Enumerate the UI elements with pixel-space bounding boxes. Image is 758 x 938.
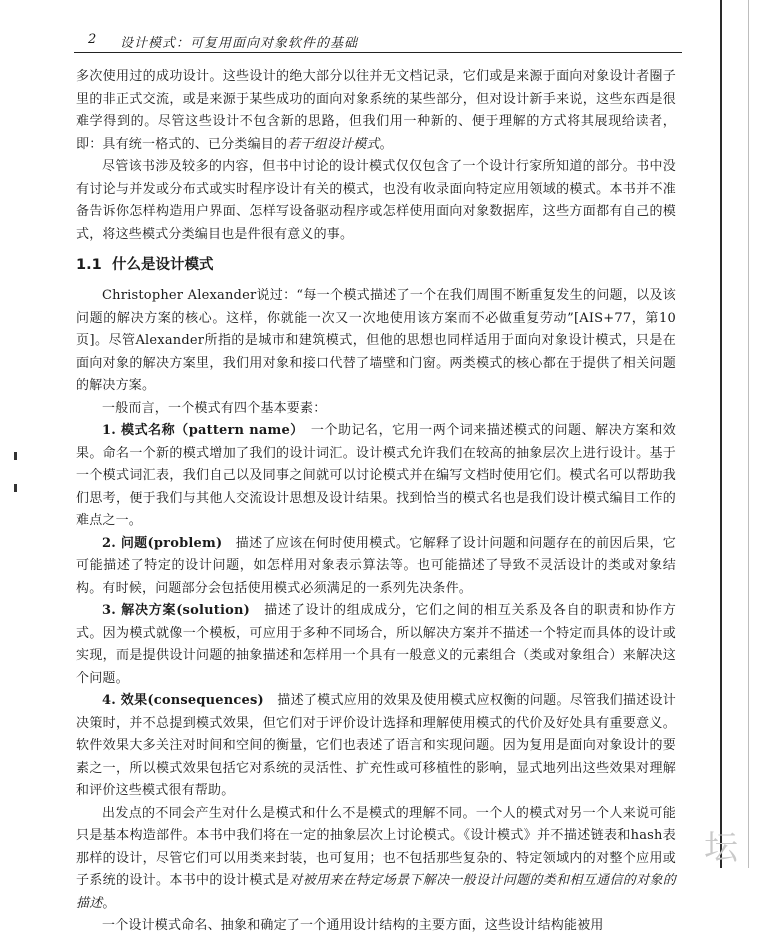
list-item: 3. 解决方案(solution) 描述了设计的组成成分，它们之间的相互关系及各自的职责和协作方式。因为模式就像一个模板，可应用于多种不同场合，所以解决方案并不描述一个特定而具体的设计或实现，而是提供设计问题的抽象描述和怎样用一个具有一般意义的元素组合（类或对象组合）来解决这个问题。 [76,603,676,686]
paragraph: 一般而言，一个模式有四个基本要素： [102,400,327,416]
page-number: 2 [88,32,98,47]
scan-speck [14,484,17,492]
list-item: 4. 效果(consequences) 描述了模式应用的效果及使用模式应权衡的问题。尽管我们描述设计决策时，并不总提到模式效果，但它们对于评价设计选择和理解使用模式的代价及好处具有重要意义。软件效果大多关注对时间和空间的衡量，它们也表述了语言和实现问题。因为复用是面向对象设计的要素之一，所以模式效果包括它对系统的灵活性、扩充性或可移植性的影响，显式地列出这些效果对理解和评价这些模式很有帮助。 [76,693,676,798]
paragraph: 尽管该书涉及较多的内容，但书中讨论的设计模式仅仅包含了一个设计行家所知道的部分。书中没有讨论与并发或分布式或实时程序设计有关的模式，也没有收录面向特定应用领域的模式。本书并不准备告诉你怎样构造用户界面、怎样写设备驱动程序或怎样使用面向对象数据库，这些方面都有自己的模式，将这些模式分类编目也是件很有意义的事。 [76,159,676,242]
item-label: 2. 问题(problem) [102,535,223,551]
item-label: 3. 解决方案(solution) [102,603,250,618]
section-title: 什么是设计模式 [112,257,214,273]
list-item: 1. 模式名称（pattern name） 一个助记名，它用一两个词来描述模式的问题、解决方案和效果。命名一个新的模式增加了我们的设计词汇。设计模式允许我们在较高的抽象层次上进行设计。基于一个模式词汇表，我们自己以及同事之间就可以讨论模式并在编写文档时使用它们。模式名可以帮助我们思考，便于我们与其他人交流设计思想及设计结果。找到恰当的模式名也是我们设计模式编目工作的难点之一。 [76,423,677,528]
item-label: 1. 模式名称（pattern name） [102,423,298,438]
section-number: 1.1 [76,257,102,273]
emphasis: 若干组设计模式 [287,136,380,152]
paragraph: 一个设计模式命名、抽象和确定了一个通用设计结构的主要方面，这些设计结构能被用 [102,918,604,933]
paragraph: Christopher Alexander说过：“每一个模式描述了一个在我们周围不断重复发生的问题，以及该问题的解决方案的核心。这样，你就能一次又一次地使用该方案而不必做重复劳动”[AIS+77，第10页]。尽管Alexander所指的是城市和建筑模式，但他的思想也同样适用于面向对象设计模式，只是在面向对象的解决方案里，我们用对象和接口代替了墙壁和门窗。两类模式的核心都在于提供了相关问题的解决方案。 [76,288,676,393]
page-edge-line [720,0,722,868]
scan-speck [14,452,17,460]
watermark: 坛 [704,828,738,868]
item-label: 4. 效果(consequences) [102,693,264,708]
body-text [76,66,676,938]
paragraph: 出发点的不同会产生对什么是模式和什么不是模式的理解不同。一个人的模式对另一个人来说可能只是基本构造部件。本书中我们将在一定的抽象层次上讨论模式。《设计模式》并不描述链表和hash表那样的设计，尽管它们可以用类来封装，也可复用；也不包括那些复杂的、特定领域内的对整个应用或子系统的设计。本书中的设计模式是对被用来在特定场景下解决一般设计问题的类和相互通信的对象的描述。 [76,805,676,911]
scan-edge-line [748,0,749,868]
paragraph: 多次使用过的成功设计。这些设计的绝大部分以往并无文档记录，它们或是来源于面向对象设计者圈子里的非正式交流，或是来源于某些成功的面向对象系统的某些部分，但对设计新手来说，这些东西是很难学得到的。尽管这些设计不包含新的思路，但我们用一种新的、便于理解的方式将其展现给读者，即：具有统一格式的、已分类编目的若干组设计模式。 [76,69,676,152]
running-title: 设计模式：可复用面向对象软件的基础 [120,36,359,51]
running-header [74,30,682,53]
emphasis: 对被用来在特定场景下解决一般设计问题的类和相互通信的对象的描述 [76,873,676,911]
section-heading [76,253,676,277]
list-item: 2. 问题(problem) 描述了应该在何时使用模式。它解释了设计问题和问题存在的前因后果，它可能描述了特定的设计问题，如怎样用对象表示算法等。也可能描述了导致不灵活设计的类或对象结构。有时候，问题部分会包括使用模式必须满足的一系列先决条件。 [76,535,676,596]
